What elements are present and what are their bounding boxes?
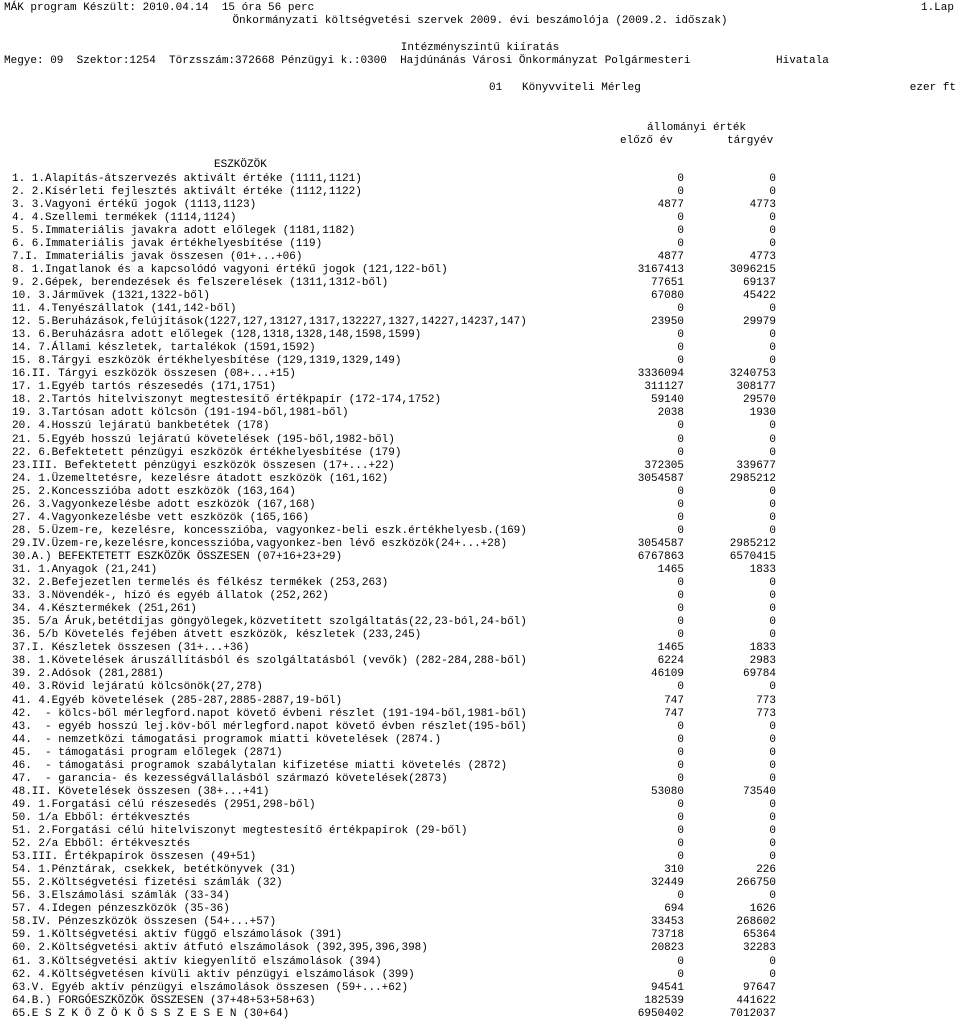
row-value-prev: 1465: [657, 564, 684, 576]
row-value-curr: 0: [769, 968, 776, 981]
row-value-prev: 0: [677, 511, 684, 524]
table-row: [0, 838, 960, 851]
row-value-prev: 73718: [650, 929, 684, 942]
table-row: [0, 655, 960, 668]
column-group-header: állományi érték: [647, 122, 747, 134]
row-value-prev: 0: [677, 720, 684, 733]
row-value-curr: 226: [756, 864, 776, 877]
row-label: 60. 2.Költségvetési aktív átfutó elszámolások (392,395,396,398): [12, 942, 428, 955]
row-label: 41. 4.Egyéb követelések (285-287,2885-2887,19-ből): [12, 694, 343, 707]
report-name: 01 Könyvviteli Mérleg: [489, 82, 641, 94]
row-value-prev: 0: [677, 603, 684, 616]
institution-info-end: Hivatala: [776, 55, 829, 67]
table-row: [0, 681, 960, 694]
row-value-prev: 67080: [650, 289, 684, 302]
row-label: 50. 1/a Ebből: értékvesztés: [12, 811, 191, 824]
row-label: 34. 4.Késztermékek (251,261): [12, 603, 197, 616]
row-label: 31. 1.Anyagok (21,241): [12, 564, 158, 576]
row-value-curr: 0: [769, 211, 776, 224]
table-row: [0, 277, 960, 290]
row-value-prev: 0: [677, 811, 684, 824]
row-value-curr: 0: [769, 355, 776, 368]
row-label: 26. 3.Vagyonkezelésbe adott eszközök (167,168): [12, 498, 316, 511]
report-subtitle: Intézményszintű kiíratás: [400, 42, 560, 54]
row-value-prev: 0: [677, 590, 684, 603]
table-row: [0, 942, 960, 955]
table-row: [0, 851, 960, 864]
table-row: [0, 603, 960, 616]
institution-info: Megye: 09 Szektor:1254 Törzsszám:372668 Pénzügyi k.:0300 Hajdúnánás Városi Önkormányzat Polgármesteri: [4, 55, 691, 67]
row-label: 9. 2.Gépek, berendezések és felszerelések (1311,1312-ből): [12, 276, 389, 289]
row-label: 14. 7.Állami készletek, tartalékok (1591,1592): [12, 342, 316, 355]
row-value-curr: 1833: [749, 642, 776, 655]
table-row: [0, 407, 960, 420]
row-value-curr: 0: [769, 798, 776, 811]
table-row: [0, 890, 960, 903]
row-value-curr: 268602: [736, 916, 776, 929]
row-value-prev: 23950: [650, 316, 684, 329]
row-value-prev: 4877: [657, 250, 684, 263]
row-label: 16.II. Tárgyi eszközök összesen (08+...+15): [12, 368, 296, 381]
row-value-curr: 0: [769, 433, 776, 446]
table-row: [0, 916, 960, 929]
row-value-curr: 0: [769, 720, 776, 733]
row-label: 65.E S Z K Ö Z Ö K Ö S S Z E S E N (30+64): [12, 1007, 290, 1020]
table-row: [0, 394, 960, 407]
row-label: 46. - támogatási programok szabálytalan kifizetése miatti követelés (2872): [12, 759, 508, 772]
row-value-prev: 694: [664, 903, 684, 916]
table-row: [0, 551, 960, 564]
table-row: [0, 642, 960, 655]
row-label: 48.II. Követelések összesen (38+...+41): [12, 785, 270, 798]
row-label: 2. 2.Kísérleti fejlesztés aktivált értéke (1112,1122): [12, 185, 362, 198]
table-row: [0, 368, 960, 381]
row-value-prev: 0: [677, 629, 684, 642]
row-value-prev: 59140: [650, 394, 684, 407]
table-row: [0, 616, 960, 629]
row-label: 56. 3.Elszámolási számlák (33-34): [12, 890, 230, 903]
table-row: [0, 721, 960, 734]
row-value-curr: 3240753: [729, 368, 776, 381]
table-row: [0, 486, 960, 499]
row-value-curr: 0: [769, 498, 776, 511]
row-value-curr: 0: [769, 733, 776, 746]
table-row: [0, 538, 960, 551]
row-value-curr: 308177: [736, 381, 776, 394]
row-value-curr: 0: [769, 811, 776, 824]
row-label: 40. 3.Rövid lejáratú kölcsönök(27,278): [12, 681, 263, 694]
row-label: 5. 5.Immateriális javakra adott előlegek (1181,1182): [12, 224, 356, 237]
row-value-curr: 0: [769, 446, 776, 459]
row-value-prev: 0: [677, 420, 684, 433]
row-value-prev: 1465: [657, 642, 684, 655]
row-value-curr: 29570: [742, 394, 776, 407]
table-row: [0, 760, 960, 773]
row-value-curr: 0: [769, 511, 776, 524]
row-value-prev: 46109: [650, 668, 684, 681]
row-value-curr: 0: [769, 577, 776, 590]
row-value-prev: 0: [677, 681, 684, 694]
table-row: [0, 956, 960, 969]
row-value-prev: 372305: [644, 459, 684, 472]
row-label: 59. 1.Költségvetési aktív függő elszámolások (391): [12, 929, 343, 942]
row-label: 12. 5.Beruházások,felújítások(1227,127,13127,1317,132227,1327,14227,14237,147): [12, 316, 527, 329]
row-value-curr: 45422: [742, 289, 776, 302]
row-label: 30.A.) BEFEKTETETT ESZKÖZÖK ÖSSZESEN (07+16+23+29): [12, 550, 343, 563]
table-row: [0, 969, 960, 982]
table-row: [0, 877, 960, 890]
row-value-curr: 0: [769, 420, 776, 433]
table-row: [0, 355, 960, 368]
row-label: 25. 2.Koncesszióba adott eszközök (163,164): [12, 485, 296, 498]
row-value-prev: 311127: [644, 381, 684, 394]
row-value-prev: 0: [677, 303, 684, 315]
row-label: 39. 2.Adósok (281,2881): [12, 668, 164, 681]
table-row: [0, 903, 960, 916]
row-value-prev: 0: [677, 825, 684, 837]
row-value-curr: 1833: [749, 564, 776, 576]
row-label: 21. 5.Egyéb hosszú lejáratú követelések (195-ből,1982-ből): [12, 433, 395, 446]
row-label: 7.I. Immateriális javak összesen (01+...+06): [12, 250, 303, 263]
row-label: 6. 6.Immateriális javak értékhelyesbítése (119): [12, 237, 323, 250]
row-value-curr: 6570415: [729, 550, 776, 563]
row-value-curr: 0: [769, 329, 776, 342]
column-header-curr: tárgyév: [727, 135, 774, 147]
row-label: 3. 3.Vagyoni értékű jogok (1113,1123): [12, 198, 257, 211]
row-value-curr: 1626: [749, 903, 776, 916]
row-value-curr: 0: [769, 838, 776, 851]
row-value-curr: 0: [769, 303, 776, 315]
row-value-prev: 0: [677, 772, 684, 785]
row-value-prev: 0: [677, 211, 684, 224]
row-label: 49. 1.Forgatási célú részesedés (2951,298-ből): [12, 798, 316, 811]
row-value-prev: 747: [664, 707, 684, 720]
row-value-prev: 0: [677, 955, 684, 968]
row-label: 28. 5.Üzem-re, kezelésre, koncesszióba, vagyonkez-beli eszk.értékhelyesb.(169): [12, 524, 527, 537]
table-row: [0, 525, 960, 538]
row-value-curr: 0: [769, 172, 776, 185]
row-value-prev: 747: [664, 694, 684, 707]
row-label: 47. - garancia- és kezességvállalásból származó követelések(2873): [12, 772, 448, 785]
row-value-curr: 0: [769, 524, 776, 537]
table-row: [0, 420, 960, 433]
row-label: 1. 1.Alapítás-átszervezés aktivált értéke (1111,1121): [12, 172, 362, 185]
row-value-prev: 0: [677, 851, 684, 864]
row-label: 55. 2.Költségvetési fizetési számlák (32): [12, 877, 283, 890]
table-row: [0, 734, 960, 747]
row-value-prev: 32449: [650, 877, 684, 890]
row-value-prev: 53080: [650, 785, 684, 798]
table-row: [0, 864, 960, 877]
row-value-prev: 0: [677, 838, 684, 851]
row-value-curr: 0: [769, 629, 776, 642]
row-value-prev: 0: [677, 616, 684, 629]
program-info: MÁK program Készült: 2010.04.14 15 óra 56 perc: [4, 2, 315, 14]
row-value-curr: 32283: [742, 942, 776, 955]
row-value-prev: 0: [677, 185, 684, 198]
row-value-prev: 6950402: [637, 1007, 684, 1020]
row-label: 32. 2.Befejezetlen termelés és félkész termékek (253,263): [12, 577, 389, 590]
row-value-prev: 310: [664, 864, 684, 877]
row-label: 35. 5/a Áruk,betétdíjas göngyölegek,közvetített szolgáltatás(22,23-ból,24-ből): [12, 616, 527, 629]
row-label: 15. 8.Tárgyi eszközök értékhelyesbítése (129,1319,1329,149): [12, 355, 402, 368]
row-value-prev: 182539: [644, 994, 684, 1007]
table-row: [0, 381, 960, 394]
table-row: [0, 329, 960, 342]
row-value-curr: 1930: [749, 407, 776, 420]
row-label: 27. 4.Vagyonkezelésbe vett eszközök (165,166): [12, 511, 310, 524]
row-value-prev: 6767863: [637, 550, 684, 563]
row-value-curr: 2983: [749, 655, 776, 668]
row-value-prev: 2038: [657, 407, 684, 420]
table-row: [0, 773, 960, 786]
row-label: 38. 1.Követelések áruszállításból és szolgáltatásból (vevők) (282-284,288-ből): [12, 655, 527, 668]
row-label: 36. 5/b Követelés fejében átvett eszközök, készletek (233,245): [12, 629, 422, 642]
row-value-prev: 0: [677, 329, 684, 342]
row-value-prev: 3054587: [637, 537, 684, 550]
table-row: [0, 264, 960, 277]
row-value-curr: 0: [769, 851, 776, 864]
row-value-curr: 0: [769, 681, 776, 694]
row-value-prev: 0: [677, 733, 684, 746]
row-value-curr: 0: [769, 485, 776, 498]
table-row: [0, 590, 960, 603]
row-value-curr: 0: [769, 224, 776, 237]
row-value-curr: 0: [769, 759, 776, 772]
row-value-prev: 94541: [650, 981, 684, 994]
row-value-prev: 6224: [657, 655, 684, 668]
row-value-curr: 7012037: [729, 1007, 776, 1020]
row-label: 29.IV.Üzem-re,kezelésre,koncesszióba,vagyonkez-ben lévő eszközök(24+...+28): [12, 537, 508, 550]
row-value-curr: 773: [756, 694, 776, 707]
page-number: 1.Lap: [920, 2, 954, 14]
table-row: [0, 290, 960, 303]
row-label: 10. 3.Járművek (1321,1322-ből): [12, 289, 211, 302]
row-value-curr: 69784: [742, 668, 776, 681]
table-row: [0, 173, 960, 186]
table-row: [0, 212, 960, 225]
table-row: [0, 629, 960, 642]
row-value-prev: 33453: [650, 916, 684, 929]
row-label: 37.I. Készletek összesen (31+...+36): [12, 642, 250, 655]
row-value-prev: 3054587: [637, 472, 684, 485]
table-row: [0, 929, 960, 942]
table-row: [0, 434, 960, 447]
row-value-prev: 0: [677, 172, 684, 185]
row-value-curr: 0: [769, 825, 776, 837]
row-label: 64.B.) FORGÓESZKÖZÖK ÖSSZESEN (37+48+53+58+63): [12, 994, 316, 1007]
row-value-curr: 0: [769, 185, 776, 198]
row-value-prev: 0: [677, 485, 684, 498]
table-row: [0, 695, 960, 708]
table-row: [0, 447, 960, 460]
row-value-prev: 3167413: [637, 263, 684, 276]
table-row: [0, 995, 960, 1008]
row-label: 33. 3.Növendék-, hízó és egyéb állatok (252,262): [12, 590, 329, 603]
row-value-curr: 97647: [742, 981, 776, 994]
row-label: 54. 1.Pénztárak, csekkek, betétkönyvek (31): [12, 864, 296, 877]
table-row: [0, 786, 960, 799]
row-label: 11. 4.Tenyészállatok (141,142-ből): [12, 303, 237, 315]
row-label: 23.III. Befektetett pénzügyi eszközök összesen (17+...+22): [12, 459, 395, 472]
row-label: 44. - nemzetközi támogatási programok miatti követelések (2874.): [12, 733, 442, 746]
row-value-prev: 0: [677, 498, 684, 511]
row-value-prev: 0: [677, 577, 684, 590]
row-value-prev: 0: [677, 224, 684, 237]
row-value-curr: 0: [769, 603, 776, 616]
row-label: 42. - kölcs-ből mérlegford.napot követő évbeni részlet (191-194-ből,1981-ből): [12, 707, 527, 720]
row-value-prev: 0: [677, 524, 684, 537]
row-value-curr: 0: [769, 772, 776, 785]
row-value-curr: 0: [769, 955, 776, 968]
table-row: [0, 186, 960, 199]
row-label: 45. - támogatási program előlegek (2871): [12, 746, 283, 759]
row-value-curr: 0: [769, 590, 776, 603]
row-label: 61. 3.Költségvetési aktív kiegyenlítő elszámolások (394): [12, 955, 382, 968]
row-value-curr: 73540: [742, 785, 776, 798]
row-label: 58.IV. Pénzeszközök összesen (54+...+57): [12, 916, 277, 929]
table-row: [0, 747, 960, 760]
table-row: [0, 238, 960, 251]
row-label: 19. 3.Tartósan adott kölcsön (191-194-ből,1981-ből): [12, 407, 349, 420]
table-row: [0, 1008, 960, 1021]
row-value-curr: 0: [769, 746, 776, 759]
row-value-curr: 65364: [742, 929, 776, 942]
table-row: [0, 499, 960, 512]
row-label: 8. 1.Ingatlanok és a kapcsolódó vagyoni értékű jogok (121,122-ből): [12, 263, 448, 276]
row-label: 53.III. Értékpapírok összesen (49+51): [12, 851, 257, 864]
row-value-curr: 0: [769, 890, 776, 903]
row-value-prev: 0: [677, 798, 684, 811]
row-value-prev: 0: [677, 355, 684, 368]
table-row: [0, 564, 960, 577]
table-row: [0, 225, 960, 238]
table-row: [0, 708, 960, 721]
row-value-prev: 4877: [657, 198, 684, 211]
row-label: 4. 4.Szellemi termékek (1114,1124): [12, 211, 237, 224]
row-value-prev: 0: [677, 446, 684, 459]
table-row: [0, 473, 960, 486]
row-value-prev: 0: [677, 759, 684, 772]
row-label: 20. 4.Hosszú lejáratú bankbetétek (178): [12, 420, 270, 433]
row-value-prev: 20823: [650, 942, 684, 955]
row-value-prev: 3336094: [637, 368, 684, 381]
table-row: [0, 982, 960, 995]
row-label: 51. 2.Forgatási célú hitelviszonyt megtestesítő értékpapírok (29-ből): [12, 825, 468, 837]
table-row: [0, 342, 960, 355]
row-value-curr: 339677: [736, 459, 776, 472]
row-value-prev: 0: [677, 746, 684, 759]
row-label: 63.V. Egyéb aktív pénzügyi elszámolások összesen (59+...+62): [12, 981, 409, 994]
column-header-prev: előző év: [620, 135, 673, 147]
row-label: 24. 1.Üzemeltetésre, kezelésre átadott eszközök (161,162): [12, 472, 389, 485]
row-value-prev: 0: [677, 433, 684, 446]
row-value-curr: 0: [769, 616, 776, 629]
row-label: 17. 1.Egyéb tartós részesedés (171,1751): [12, 381, 277, 394]
row-value-prev: 0: [677, 342, 684, 355]
row-value-curr: 69137: [742, 276, 776, 289]
row-value-prev: 0: [677, 237, 684, 250]
row-label: 62. 4.Költségvetésen kívüli aktív pénzügyi elszámolások (399): [12, 968, 415, 981]
table-row: [0, 199, 960, 212]
table-row: [0, 668, 960, 681]
table-row: [0, 825, 960, 838]
row-label: 13. 6.Beruházásra adott előlegek (128,1318,1328,148,1598,1599): [12, 329, 422, 342]
row-label: 57. 4.Idegen pénzeszközök (35-36): [12, 903, 230, 916]
row-value-curr: 2985212: [729, 537, 776, 550]
row-value-prev: 77651: [650, 276, 684, 289]
row-value-curr: 0: [769, 342, 776, 355]
table-row: [0, 799, 960, 812]
table-row: [0, 303, 960, 316]
row-value-curr: 4773: [749, 198, 776, 211]
row-value-prev: 0: [677, 890, 684, 903]
row-value-prev: 0: [677, 968, 684, 981]
unit-label: ezer ft: [909, 82, 956, 94]
row-value-curr: 266750: [736, 877, 776, 890]
row-value-curr: 0: [769, 237, 776, 250]
table-row: [0, 577, 960, 590]
row-value-curr: 441622: [736, 994, 776, 1007]
table-row: [0, 512, 960, 525]
row-label: 18. 2.Tartós hitelviszonyt megtestesítő értékpapír (172-174,1752): [12, 394, 442, 407]
table-row: [0, 460, 960, 473]
table-row: [0, 812, 960, 825]
row-value-curr: 773: [756, 707, 776, 720]
row-value-curr: 4773: [749, 250, 776, 263]
table-row: [0, 316, 960, 329]
section-title: ESZKÖZÖK: [214, 159, 267, 171]
row-label: 22. 6.Befektetett pénzügyi eszközök értékhelyesbítése (179): [12, 446, 402, 459]
row-label: 52. 2/a Ebből: értékvesztés: [12, 838, 191, 851]
row-value-curr: 29979: [742, 316, 776, 329]
table-row: [0, 251, 960, 264]
row-value-curr: 2985212: [729, 472, 776, 485]
row-label: 43. - egyéb hosszú lej.köv-ből mérlegford.napot követő évben részlet(195-ből): [12, 720, 527, 733]
report-title: Önkormányzati költségvetési szervek 2009. évi beszámolója (2009.2. időszak): [232, 15, 728, 27]
row-value-curr: 3096215: [729, 263, 776, 276]
